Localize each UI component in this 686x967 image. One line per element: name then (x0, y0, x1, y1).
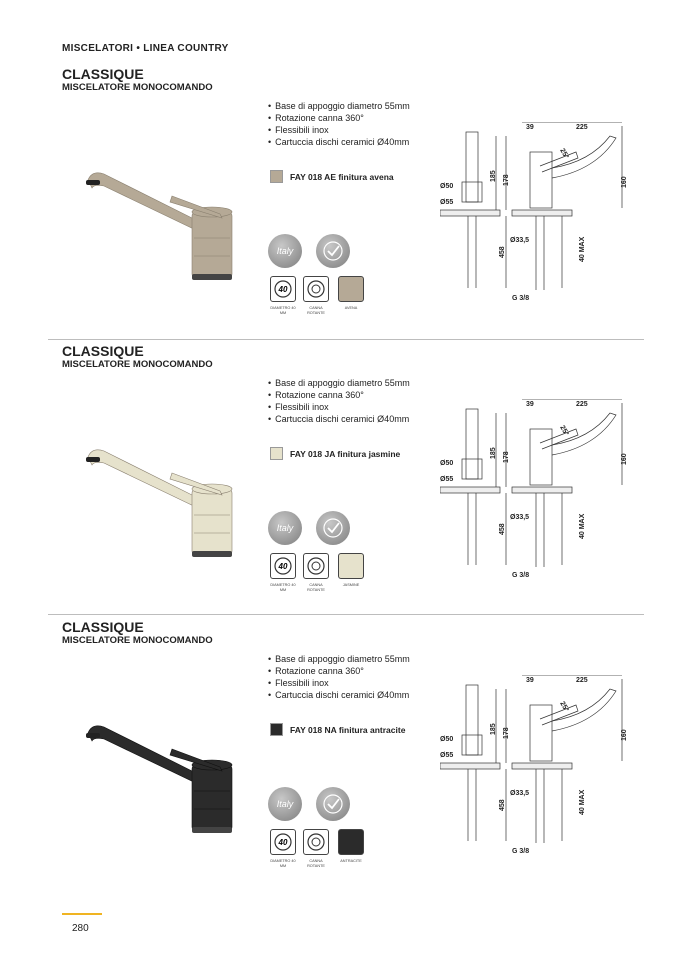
italy-label: Italy (276, 523, 294, 533)
svg-text:458: 458 (499, 799, 506, 811)
finish-swatch (270, 170, 283, 183)
rotation-icon (303, 829, 329, 855)
product-section (0, 66, 686, 342)
svg-text:458: 458 (499, 523, 506, 535)
finish-label: FAY 018 NA finitura antracite (290, 724, 406, 735)
svg-text:40 MAX: 40 MAX (579, 789, 586, 815)
product-title: CLASSIQUE (62, 343, 144, 359)
feature-item: • Rotazione canna 360° (268, 389, 410, 401)
faucet-image (80, 719, 250, 844)
finish-icon-label: AVENA (344, 306, 358, 310)
feature-list (268, 377, 410, 425)
rotation-label: CANNA ROTANTE (307, 583, 325, 592)
product-title: CLASSIQUE (62, 619, 144, 635)
check-quality-icon (316, 234, 350, 268)
diameter-value: 40 (278, 285, 288, 294)
rotation-icon (303, 553, 329, 579)
page-number-bar (62, 913, 102, 915)
svg-text:25°: 25° (558, 700, 570, 714)
svg-text:160: 160 (621, 176, 628, 188)
svg-text:G 3/8: G 3/8 (512, 572, 530, 579)
italy-label: Italy (276, 799, 294, 809)
product-section (0, 343, 686, 619)
product-title: CLASSIQUE (62, 66, 144, 82)
diameter-value: 40 (278, 562, 288, 571)
feature-item: • Base di appoggio diametro 55mm (268, 100, 410, 112)
feature-item: • Base di appoggio diametro 55mm (268, 653, 410, 665)
feature-item: • Flessibili inox (268, 401, 410, 413)
svg-text:25°: 25° (558, 147, 570, 161)
product-subtitle: MISCELATORE MONOCOMANDO (62, 82, 213, 93)
svg-text:225: 225 (576, 401, 588, 408)
feature-item: • Cartuccia dischi ceramici Ø40mm (268, 689, 410, 701)
rotation-label: CANNA ROTANTE (307, 306, 325, 315)
technical-drawing (440, 675, 640, 866)
svg-text:225: 225 (576, 124, 588, 131)
svg-text:178: 178 (503, 451, 510, 463)
svg-text:178: 178 (503, 174, 510, 186)
svg-text:Ø50: Ø50 (440, 183, 454, 190)
finish-swatch (270, 723, 283, 736)
svg-text:39: 39 (526, 124, 534, 131)
diameter-value: 40 (278, 838, 288, 847)
diameter-label: DIAMETRO 40 MM (270, 583, 296, 592)
product-section (0, 619, 686, 895)
svg-text:G 3/8: G 3/8 (512, 848, 530, 855)
category-header: MISCELATORI • LINEA COUNTRY (62, 43, 229, 54)
svg-text:Ø33,5: Ø33,5 (510, 514, 530, 521)
page-number: 280 (72, 923, 89, 934)
svg-text:Ø55: Ø55 (440, 476, 454, 483)
diameter-icon (270, 829, 296, 855)
svg-text:185: 185 (490, 723, 497, 735)
rotation-label: CANNA ROTANTE (307, 859, 325, 868)
check-quality-icon (316, 787, 350, 821)
made-in-italy-badge (268, 787, 302, 821)
finish-row (270, 170, 394, 183)
svg-text:178: 178 (503, 727, 510, 739)
feature-item: • Base di appoggio diametro 55mm (268, 377, 410, 389)
made-in-italy-badge (268, 511, 302, 545)
svg-text:40 MAX: 40 MAX (579, 236, 586, 262)
svg-text:160: 160 (621, 729, 628, 741)
faucet-image (80, 166, 250, 291)
svg-text:Ø50: Ø50 (440, 736, 454, 743)
finish-icon (338, 276, 364, 302)
svg-text:25°: 25° (558, 424, 570, 438)
finish-label: FAY 018 AE finitura avena (290, 171, 394, 182)
finish-icon-label: JASMINE (342, 583, 360, 587)
technical-drawing (440, 122, 640, 313)
finish-icon (338, 553, 364, 579)
feature-item: • Cartuccia dischi ceramici Ø40mm (268, 136, 410, 148)
feature-item: • Flessibili inox (268, 124, 410, 136)
finish-row (270, 447, 400, 460)
finish-swatch (270, 447, 283, 460)
section-divider (48, 614, 644, 615)
italy-label: Italy (276, 246, 294, 256)
finish-label: FAY 018 JA finitura jasmine (290, 448, 401, 459)
svg-text:Ø33,5: Ø33,5 (510, 237, 530, 244)
diameter-icon (270, 553, 296, 579)
svg-text:458: 458 (499, 246, 506, 258)
faucet-image (80, 443, 250, 568)
feature-list (268, 100, 410, 148)
rotation-icon (303, 276, 329, 302)
svg-text:39: 39 (526, 401, 534, 408)
svg-text:G 3/8: G 3/8 (512, 295, 530, 302)
section-divider (48, 339, 644, 340)
feature-item: • Rotazione canna 360° (268, 665, 410, 677)
svg-text:225: 225 (576, 677, 588, 684)
diameter-label: DIAMETRO 40 MM (270, 859, 296, 868)
feature-list (268, 653, 410, 701)
svg-text:160: 160 (621, 453, 628, 465)
svg-text:Ø50: Ø50 (440, 460, 454, 467)
svg-text:185: 185 (490, 170, 497, 182)
svg-text:39: 39 (526, 677, 534, 684)
feature-item: • Rotazione canna 360° (268, 112, 410, 124)
diameter-label: DIAMETRO 40 MM (270, 306, 296, 315)
finish-row (270, 723, 405, 736)
technical-drawing (440, 399, 640, 590)
svg-text:Ø55: Ø55 (440, 199, 454, 206)
svg-text:40 MAX: 40 MAX (579, 513, 586, 539)
finish-icon (338, 829, 364, 855)
made-in-italy-badge (268, 234, 302, 268)
svg-text:Ø55: Ø55 (440, 752, 454, 759)
product-subtitle: MISCELATORE MONOCOMANDO (62, 359, 213, 370)
feature-item: • Flessibili inox (268, 677, 410, 689)
feature-item: • Cartuccia dischi ceramici Ø40mm (268, 413, 410, 425)
diameter-icon (270, 276, 296, 302)
svg-text:185: 185 (490, 447, 497, 459)
product-subtitle: MISCELATORE MONOCOMANDO (62, 635, 213, 646)
check-quality-icon (316, 511, 350, 545)
finish-icon-label: ANTRACITE (340, 859, 362, 863)
svg-text:Ø33,5: Ø33,5 (510, 790, 530, 797)
